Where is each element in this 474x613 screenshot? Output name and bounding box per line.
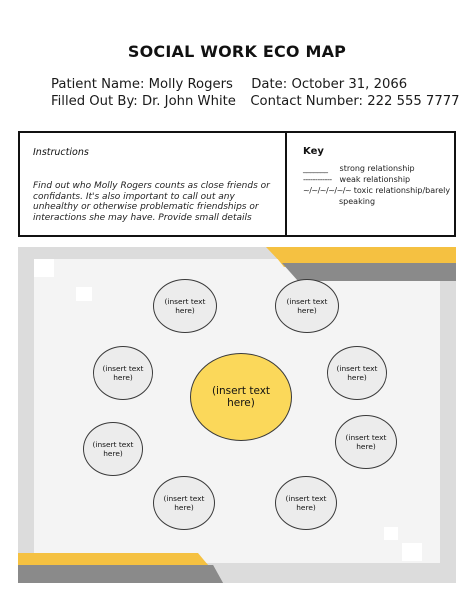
page-title: SOCIAL WORK ECO MAP (127, 42, 347, 61)
node-text[interactable]: (insert text here) (285, 494, 327, 512)
node-text[interactable]: (insert text here) (345, 433, 387, 451)
key-label-strong: strong relationship (339, 164, 415, 173)
contact-number-value[interactable]: 222 555 7777 (367, 94, 460, 109)
instructions-text[interactable]: Find out who Molly Rogers counts as close friends or confidants. It's also important to call out any unhealthy or otherwise problematic friendships or interactions she may have. Provide small details (33, 181, 270, 223)
strong-line-symbol: _______ (303, 164, 328, 173)
filled-out-info-line (51, 94, 460, 109)
patient-info-line (51, 77, 407, 92)
node-text[interactable]: (insert text here) (164, 297, 206, 315)
key-label-toxic-continued: speaking (339, 197, 376, 206)
eco-node-upper-right[interactable] (327, 346, 387, 400)
weak-line-symbol: ------------ (303, 175, 332, 184)
key-label-toxic: toxic relationship/barely (353, 186, 451, 195)
key-row-weak (303, 175, 410, 185)
eco-node-bottom-right[interactable] (275, 476, 337, 530)
node-text[interactable]: (insert text here) (163, 494, 205, 512)
center-node-text[interactable]: (insert text here) (211, 385, 271, 409)
node-text[interactable]: (insert text here) (336, 364, 378, 382)
instructions-box (18, 131, 287, 237)
decorative-square (384, 527, 398, 540)
center-node[interactable] (190, 353, 292, 441)
node-text[interactable]: (insert text here) (92, 440, 134, 458)
key-row-strong (303, 164, 415, 174)
patient-name-label: Patient Name: (51, 77, 145, 92)
eco-node-lower-left[interactable] (83, 422, 143, 476)
eco-node-top-left[interactable] (153, 279, 217, 333)
date-value[interactable]: October 31, 2066 (291, 77, 408, 92)
eco-map-frame (18, 247, 456, 583)
contact-number-label: Contact Number: (250, 94, 363, 109)
key-label-weak: weak relationship (339, 175, 411, 184)
key-row-toxic (303, 186, 450, 196)
instructions-title: Instructions (33, 147, 89, 158)
patient-name-value[interactable]: Molly Rogers (148, 77, 233, 92)
eco-node-top-right[interactable] (275, 279, 339, 333)
filled-out-by-label: Filled Out By: (51, 94, 138, 109)
date-label: Date: (251, 77, 288, 92)
eco-node-bottom-left[interactable] (153, 476, 215, 530)
decorative-square (402, 543, 422, 561)
key-title: Key (303, 146, 324, 157)
node-text[interactable]: (insert text here) (102, 364, 144, 382)
key-box (285, 131, 456, 237)
node-text[interactable]: (insert text here) (286, 297, 328, 315)
decorative-square (76, 287, 92, 301)
filled-out-by-value[interactable]: Dr. John White (141, 94, 236, 109)
decorative-square (34, 259, 54, 277)
toxic-line-symbol: ~/~/~/~/~/~ (303, 186, 352, 195)
eco-node-upper-left[interactable] (93, 346, 153, 400)
eco-node-lower-right[interactable] (335, 415, 397, 469)
